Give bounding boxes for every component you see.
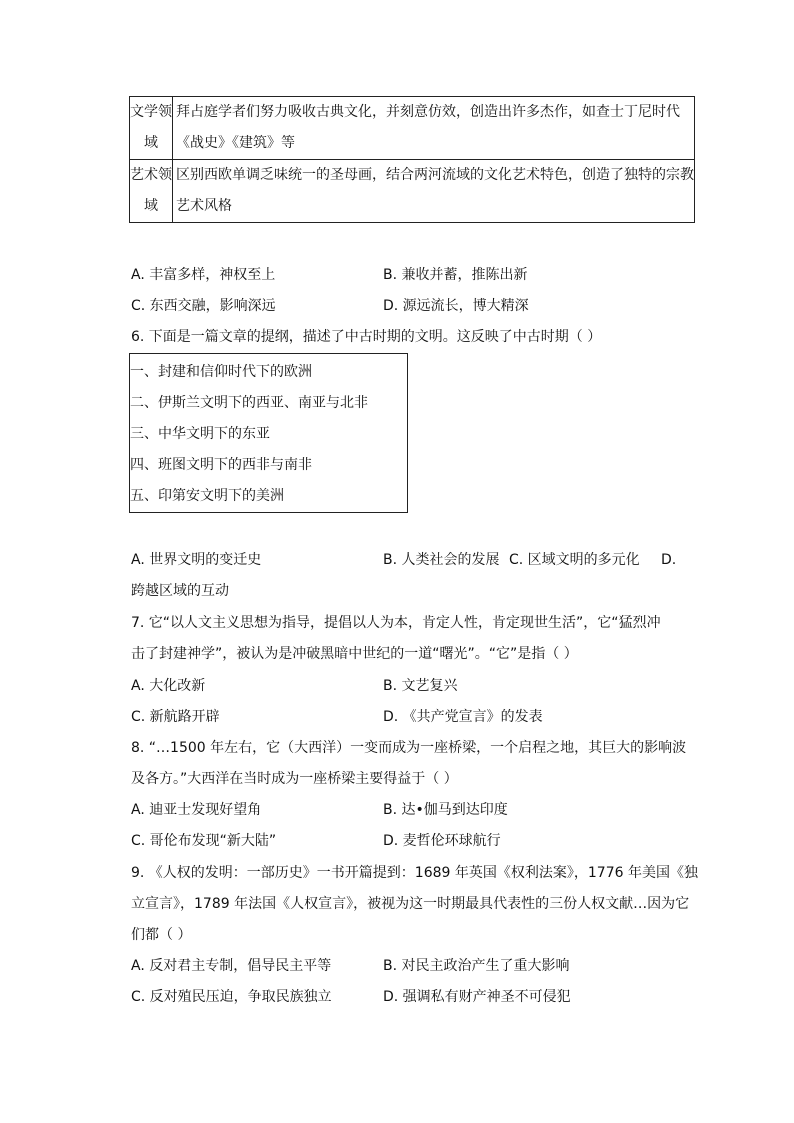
q8-option-c[interactable]: C. 哥伦布发现“新大陆” xyxy=(131,833,277,849)
table-row xyxy=(130,97,695,160)
outline-item: 二、伊斯兰文明下的西亚、南亚与北非 xyxy=(130,395,368,411)
q8-option-d[interactable]: D. 麦哲伦环球航行 xyxy=(383,833,501,849)
outline-item: 五、印第安文明下的美洲 xyxy=(130,488,284,504)
q9-option-a[interactable]: A. 反对君主专制，倡导民主平等 xyxy=(131,958,332,974)
row-header-line: 艺术领 xyxy=(130,167,172,183)
q6-option-a[interactable]: A. 世界文明的变迁史 xyxy=(131,552,262,568)
q8-option-a[interactable]: A. 迪亚士发现好望角 xyxy=(131,802,262,818)
q9-stem-line: 立宣言》，1789 年法国《人权宣言》，被视为这一时期最具代表性的三份人权文献…因为它 xyxy=(131,896,690,912)
table-row-content xyxy=(173,160,695,223)
question-5-table xyxy=(129,96,695,223)
q6-option-d-label[interactable]: D. xyxy=(661,552,677,568)
q8-stem-line: 8. “…1500 年左右，它（大西洋）一变而成为一座桥梁，一个启程之地，其巨大的影响波 xyxy=(131,740,687,756)
outline-item: 四、班图文明下的西非与南非 xyxy=(130,457,312,473)
table-row-header xyxy=(130,97,173,160)
q7-option-d[interactable]: D. 《共产党宣言》的发表 xyxy=(383,709,543,725)
q7-stem-line: 7. 它“以人文主义思想为指导，提倡以人为本，肯定人性，肯定现世生活”，它“猛烈冲 xyxy=(131,615,661,631)
row-content-line: 艺术风格 xyxy=(176,198,232,214)
q9-option-c[interactable]: C. 反对殖民压迫，争取民族独立 xyxy=(131,989,332,1005)
q9-option-b[interactable]: B. 对民主政治产生了重大影响 xyxy=(383,958,570,974)
q9-stem-line: 9. 《人权的发明：一部历史》一书开篇提到：1689 年英国《权利法案》，1776 年美国《独 xyxy=(131,865,698,881)
q8-stem-line: 及各方。”大西洋在当时成为一座桥梁主要得益于（ ） xyxy=(131,771,458,787)
q6-option-d-text[interactable]: 跨越区域的互动 xyxy=(131,583,229,599)
q6-outline-box xyxy=(129,353,408,513)
q6-option-b[interactable]: B. 人类社会的发展 xyxy=(383,552,500,568)
row-content-line: 《战史》《建筑》等 xyxy=(176,135,295,151)
row-content-line: 拜占庭学者们努力吸收古典文化，并刻意仿效，创造出许多杰作，如查士丁尼时代 xyxy=(176,104,680,120)
outline-item: 三、中华文明下的东亚 xyxy=(130,426,270,442)
q7-option-c[interactable]: C. 新航路开辟 xyxy=(131,709,220,725)
row-header-line: 域 xyxy=(144,135,158,151)
row-content-line: 区别西欧单调乏味统一的圣母画，结合两河流域的文化艺术特色，创造了独特的宗教 xyxy=(176,167,694,183)
row-header-line: 文学领 xyxy=(130,104,172,120)
table-row-header xyxy=(130,160,173,223)
q5-option-d[interactable]: D. 源远流长，博大精深 xyxy=(383,298,529,314)
q7-stem-line: 击了封建神学”，被认为是冲破黑暗中世纪的一道“曙光”。“它”是指（ ） xyxy=(131,646,578,662)
outline-item: 一、封建和信仰时代下的欧洲 xyxy=(130,364,312,380)
table-row xyxy=(130,160,695,223)
row-header-line: 域 xyxy=(144,198,158,214)
q7-option-a[interactable]: A. 大化改新 xyxy=(131,678,206,694)
q6-option-c[interactable]: C. 区域文明的多元化 xyxy=(509,552,640,568)
q9-option-d[interactable]: D. 强调私有财产神圣不可侵犯 xyxy=(383,989,571,1005)
q5-option-b[interactable]: B. 兼收并蓄，推陈出新 xyxy=(383,267,528,283)
table-row-content xyxy=(173,97,695,160)
q5-option-a[interactable]: A. 丰富多样，神权至上 xyxy=(131,267,276,283)
q5-option-c[interactable]: C. 东西交融，影响深远 xyxy=(131,298,276,314)
q9-stem-line: 们都（ ） xyxy=(131,927,192,943)
q6-stem: 6. 下面是一篇文章的提纲，描述了中古时期的文明。这反映了中古时期（ ） xyxy=(131,329,602,345)
q8-option-b[interactable]: B. 达•伽马到达印度 xyxy=(383,802,508,818)
q7-option-b[interactable]: B. 文艺复兴 xyxy=(383,678,458,694)
